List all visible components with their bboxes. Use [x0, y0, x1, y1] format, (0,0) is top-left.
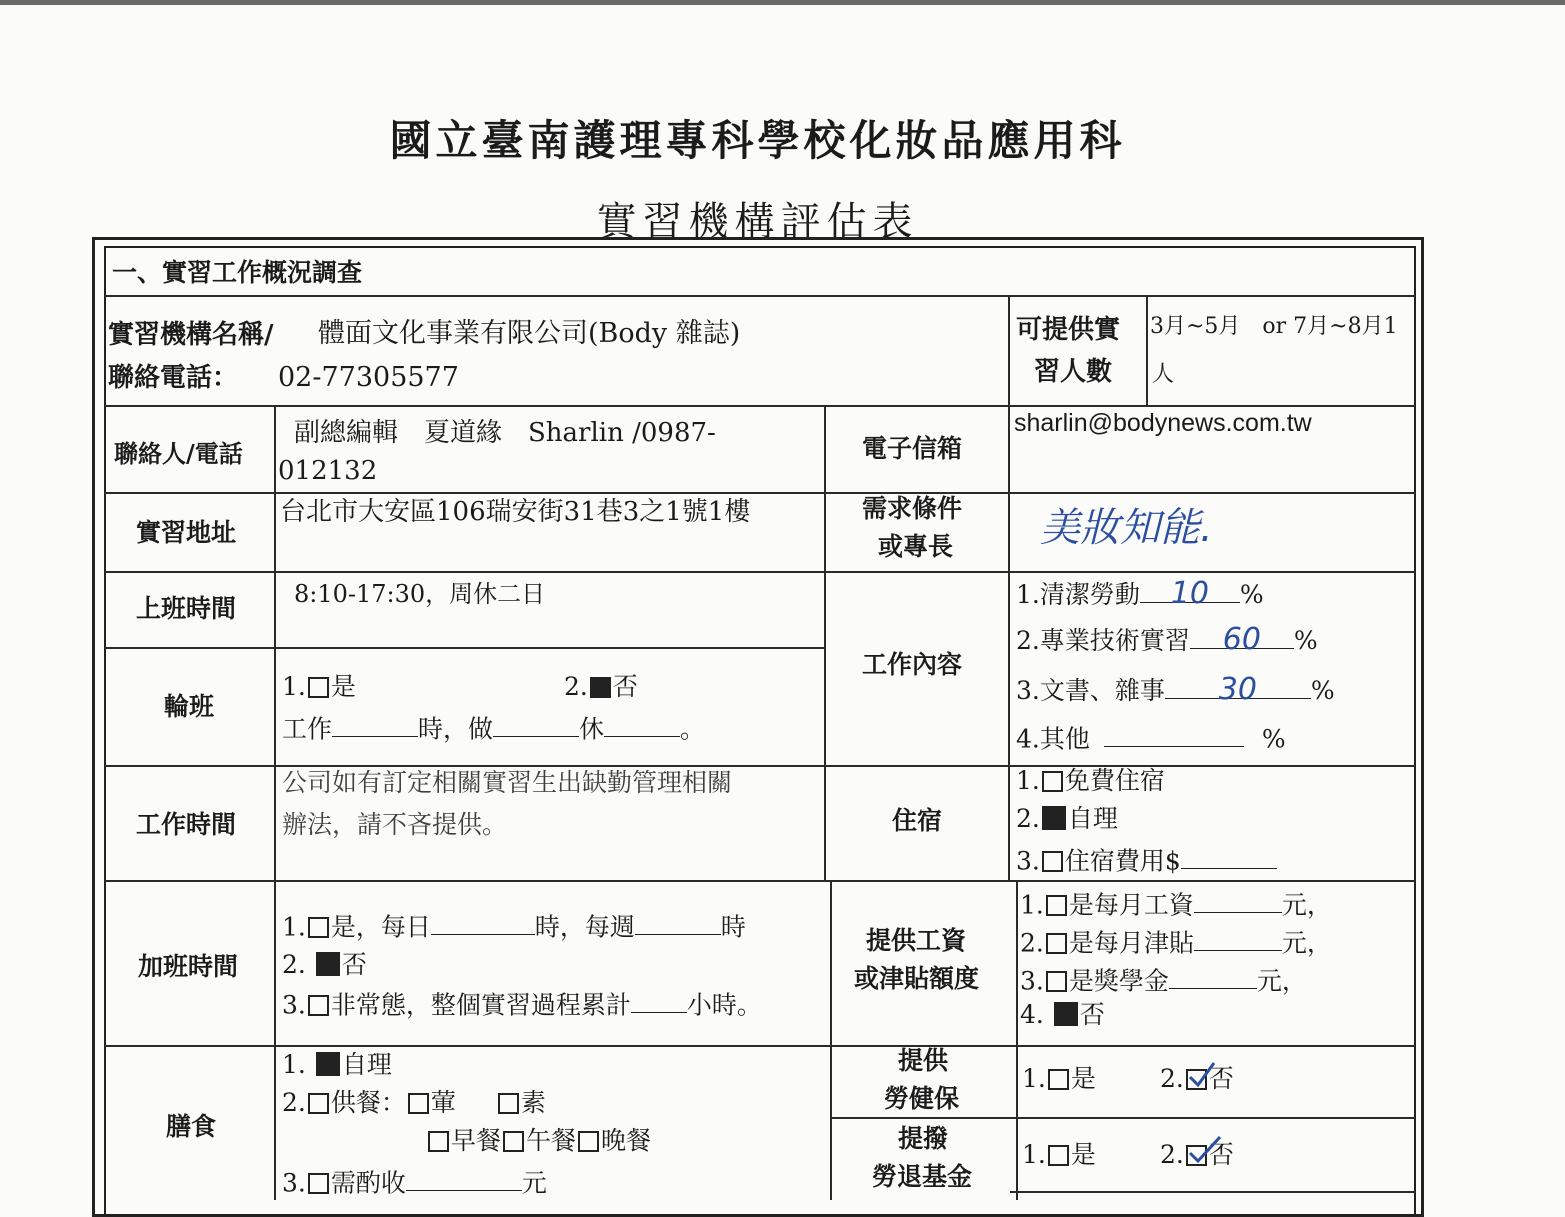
work-time-label: 工作時間 — [136, 810, 237, 839]
address-value: 台北市大安區106瑞安街31巷3之1號1樓 — [280, 497, 751, 527]
checkmark-icon — [1184, 1061, 1218, 1091]
work-item-2: 2.專業技術實習 60 % — [1016, 622, 1318, 657]
salary-option-1: 1. 是每月工資 元， — [1020, 886, 1332, 920]
meals-option-2-times: 早餐 午餐 晚餐 — [426, 1126, 651, 1156]
capacity-value-1: 3月~5月 or 7月~8月1 — [1150, 314, 1398, 339]
meals-option-2: 2. 供餐： 葷 素 — [282, 1088, 546, 1117]
email-value: sharlin@bodynews.com.tw — [1014, 409, 1312, 437]
shift-option-yes: 1. 是 — [282, 672, 356, 701]
work-item-4: 4.其他 % — [1016, 720, 1286, 754]
requirement-label-1: 需求條件 — [862, 494, 963, 523]
shift-label: 輪班 — [164, 692, 215, 721]
insurance-option-yes: 1. 是 — [1022, 1064, 1096, 1093]
overtime-option-2: 2. 否 — [282, 950, 367, 979]
salary-label-1: 提供工資 — [866, 926, 967, 955]
pension-label-1: 提撥 — [898, 1124, 949, 1153]
meals-label: 膳食 — [166, 1112, 217, 1141]
lodging-option-1: 1. 免費住宿 — [1016, 766, 1165, 795]
section-title: 一、實習工作概況調查 — [112, 258, 363, 287]
capacity-value-2: 人 — [1152, 362, 1175, 387]
lodging-label: 住宿 — [892, 806, 943, 835]
checkbox-filled — [590, 677, 611, 698]
pension-option-yes: 1. 是 — [1022, 1140, 1096, 1169]
insurance-option-no: 2. 否 — [1160, 1064, 1234, 1094]
capacity-label-1: 可提供實 — [1016, 315, 1121, 345]
pension-label-2: 勞退基金 — [872, 1162, 973, 1191]
address-label: 實習地址 — [136, 518, 237, 547]
school-title: 國立臺南護理專科學校化妝品應用科 — [389, 116, 1126, 165]
meals-option-1: 1. 自理 — [282, 1050, 392, 1079]
requirement-handwritten: 美妝知能. — [1040, 505, 1213, 551]
org-phone-label: 聯絡電話： — [108, 363, 239, 393]
overtime-option-3: 3. 非常態，整個實習過程累計 小時。 — [282, 986, 762, 1020]
pension-option-no: 2. 否 — [1160, 1140, 1234, 1170]
salary-label-2: 或津貼額度 — [854, 964, 980, 993]
email-label: 電子信箱 — [862, 434, 963, 463]
capacity-label-2: 習人數 — [1034, 357, 1113, 387]
contact-label: 聯絡人/電話 — [114, 439, 243, 468]
work-item-3: 3.文書、雜事 30 % — [1016, 672, 1335, 707]
salary-option-2: 2. 是每月津貼 元， — [1020, 924, 1332, 958]
contact-value-1: 副總編輯 夏道緣 Sharlin /0987- — [294, 418, 716, 448]
salary-option-3: 3. 是獎學金 元， — [1020, 962, 1307, 996]
lodging-option-3: 3. 住宿費用$ — [1016, 842, 1277, 876]
lodging-option-2: 2. 自理 — [1016, 804, 1118, 833]
org-phone-value: 02-77305577 — [278, 362, 459, 393]
work-item-1: 1.清潔勞動 10 % — [1016, 576, 1264, 611]
hours-label: 上班時間 — [136, 594, 237, 623]
scan-top-edge — [0, 0, 1565, 5]
insurance-label-1: 提供 — [898, 1046, 949, 1075]
insurance-label-2: 勞健保 — [884, 1084, 960, 1113]
checkbox-empty — [308, 677, 329, 698]
org-name-value: 體面文化事業有限公司(Body 雜誌) — [318, 318, 741, 349]
org-name-label: 實習機構名稱/ — [108, 320, 274, 350]
hours-value: 8:10-17:30，周休二日 — [294, 580, 546, 608]
work-content-label: 工作內容 — [862, 650, 963, 679]
salary-option-4: 4. 否 — [1020, 1000, 1105, 1029]
contact-value-2: 012132 — [278, 456, 378, 486]
overtime-option-1: 1. 是，每日 時，每週 時 — [282, 908, 746, 942]
work-time-note-2: 辦法，請不吝提供。 — [282, 810, 508, 839]
checkmark-icon — [1184, 1135, 1224, 1167]
shift-option-no: 2. 否 — [564, 672, 638, 701]
requirement-label-2: 或專長 — [878, 532, 954, 561]
work-time-note-1: 公司如有訂定相關實習生出缺勤管理相關 — [282, 768, 733, 797]
form-title: 實習機構評估表 — [596, 199, 919, 245]
shift-hours-line: 工作 時，做 休 。 — [282, 710, 705, 744]
meals-option-3: 3. 需酌收 元 — [282, 1164, 547, 1198]
overtime-label: 加班時間 — [138, 952, 239, 981]
